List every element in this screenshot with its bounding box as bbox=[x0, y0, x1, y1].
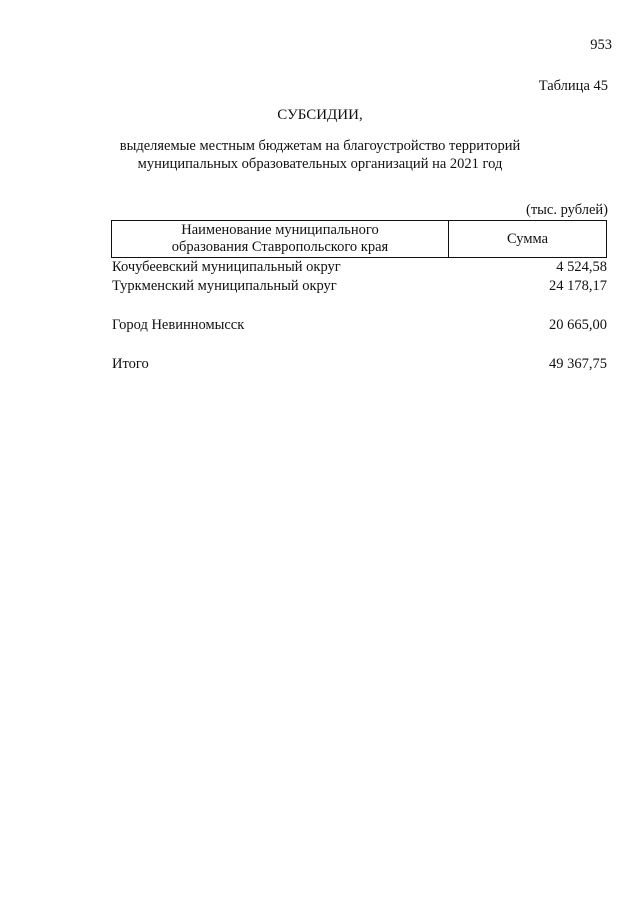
column-header-name bbox=[112, 221, 449, 257]
table-row bbox=[112, 259, 607, 279]
row-name: Туркменский муниципальный округ bbox=[112, 278, 337, 294]
total-label: Итого bbox=[112, 356, 149, 372]
column-header-name-label: Наименование муниципального образования Ставропольского края bbox=[171, 222, 389, 255]
row-sum: 4 524,58 bbox=[556, 259, 607, 275]
column-header-sum bbox=[449, 221, 606, 257]
table-row bbox=[112, 317, 607, 337]
total-row bbox=[112, 356, 607, 376]
unit-label: (тыс. рублей) bbox=[526, 202, 608, 218]
page-number: 953 bbox=[590, 37, 612, 53]
table-row bbox=[112, 278, 607, 298]
table-header bbox=[111, 220, 607, 258]
row-sum: 20 665,00 bbox=[549, 317, 607, 333]
row-name: Город Невинномысск bbox=[112, 317, 245, 333]
row-sum: 24 178,17 bbox=[549, 278, 607, 294]
document-title: СУБСИДИИ, bbox=[277, 107, 363, 123]
table-label: Таблица 45 bbox=[538, 78, 608, 94]
column-header-sum-label: Сумма bbox=[506, 230, 549, 247]
total-sum: 49 367,75 bbox=[549, 356, 607, 372]
document-subtitle: выделяемые местным бюджетам на благоустройство территорий муниципальных образовательных организаций на 2021 год bbox=[119, 138, 521, 172]
row-name: Кочубеевский муниципальный округ bbox=[112, 259, 341, 275]
